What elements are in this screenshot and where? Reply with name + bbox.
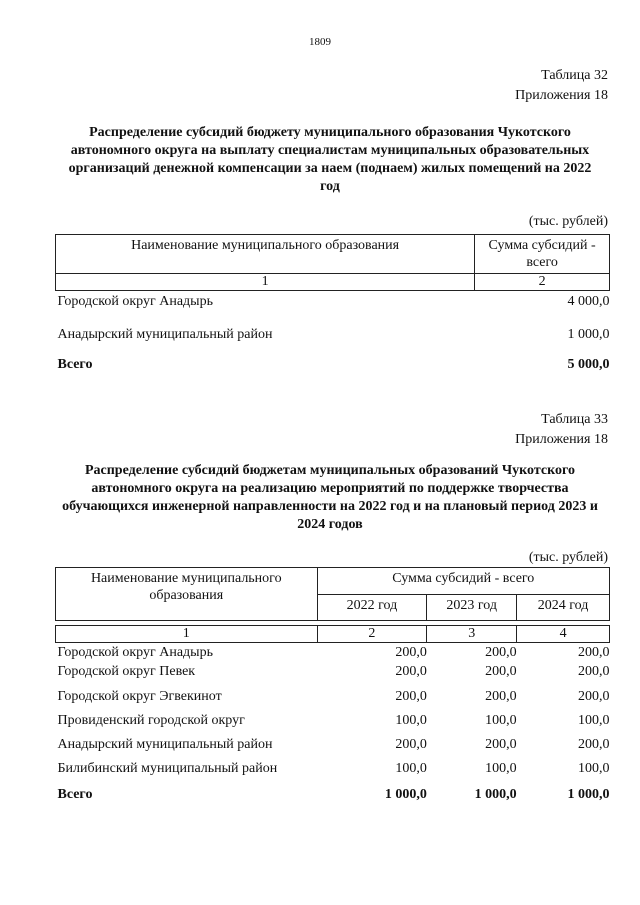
row-name: Городской округ Певек — [57, 664, 196, 679]
row-value-2022: 100,0 — [395, 713, 427, 728]
row-value: 4 000,0 — [567, 294, 610, 309]
row-name: Анадырский муниципальный район — [57, 737, 273, 752]
table-33-header-year: 2022 год — [317, 594, 427, 621]
total-value-2023: 1 000,0 — [474, 787, 517, 802]
table-32-number: Таблица 32 — [541, 68, 608, 83]
table-33-colnum: 1 — [56, 626, 318, 643]
row-name: Провиденский городской округ — [57, 713, 245, 728]
table-33-colnum: 2 — [317, 626, 427, 643]
table-row — [56, 291, 610, 322]
table-32-reference — [515, 66, 608, 106]
table-33-unit: (тыс. рублей) — [528, 550, 608, 565]
row-value-2022: 100,0 — [395, 761, 427, 776]
total-label: Всего — [57, 787, 93, 802]
row-value: 1 000,0 — [567, 327, 610, 342]
row-value-2023: 200,0 — [485, 689, 517, 704]
table-32-header-sum: Сумма субсидий - всего — [475, 235, 610, 274]
table-32-header-name: Наименование муниципального образования — [56, 235, 475, 274]
row-value-2024: 200,0 — [578, 689, 610, 704]
row-value-2023: 100,0 — [485, 713, 517, 728]
table-32-title: Распределение субсидий бюджету муниципального образования Чукотского автономного округа на выплату специалистам муниципальных образовательных организаций денежной компенсации за наем (поднаем) жилых помещений на 2022 год — [68, 125, 592, 194]
table-33-reference — [515, 410, 608, 450]
table-row — [56, 709, 610, 733]
row-name: Билибинский муниципальный район — [57, 761, 278, 776]
table-32-appendix: Приложения 18 — [515, 88, 608, 103]
row-name: Городской округ Анадырь — [57, 645, 213, 660]
table-33-appendix: Приложения 18 — [515, 432, 608, 447]
total-label: Всего — [57, 357, 93, 372]
table-32 — [55, 234, 610, 381]
table-32-unit: (тыс. рублей) — [528, 214, 608, 229]
table-row — [56, 781, 610, 809]
row-value-2024: 200,0 — [578, 645, 610, 660]
row-name: Городской округ Анадырь — [57, 294, 213, 309]
table-row — [56, 685, 610, 709]
total-value: 5 000,0 — [567, 357, 610, 372]
row-value-2022: 200,0 — [395, 664, 427, 679]
table-33 — [55, 567, 610, 809]
row-value-2022: 200,0 — [395, 689, 427, 704]
table-33-header-year: 2023 год — [427, 594, 517, 621]
table-33-colnum: 4 — [517, 626, 610, 643]
row-value-2023: 100,0 — [485, 761, 517, 776]
row-value-2024: 100,0 — [578, 761, 610, 776]
table-row — [56, 733, 610, 757]
table-33-header-year: 2024 год — [517, 594, 610, 621]
table-row — [56, 349, 610, 381]
row-value-2024: 100,0 — [578, 713, 610, 728]
page-number: 1809 — [309, 36, 331, 48]
row-value-2024: 200,0 — [578, 737, 610, 752]
table-32-colnum: 1 — [56, 274, 475, 291]
table-33-number: Таблица 33 — [541, 412, 608, 427]
row-value-2023: 200,0 — [485, 737, 517, 752]
row-name: Анадырский муниципальный район — [57, 327, 273, 342]
row-value-2023: 200,0 — [485, 645, 517, 660]
total-value-2022: 1 000,0 — [384, 787, 427, 802]
table-row — [56, 643, 610, 664]
row-value-2022: 200,0 — [395, 737, 427, 752]
table-32-colnum: 2 — [475, 274, 610, 291]
table-row — [56, 663, 610, 685]
total-value-2024: 1 000,0 — [567, 787, 610, 802]
table-33-colnum: 3 — [427, 626, 517, 643]
table-33-header-group: Сумма субсидий - всего — [317, 568, 609, 595]
row-name: Городской округ Эгвекинот — [57, 689, 222, 704]
row-value-2024: 200,0 — [578, 664, 610, 679]
table-row — [56, 757, 610, 781]
table-row — [56, 321, 610, 349]
table-33-header-name: Наименование муниципального образования — [56, 568, 318, 621]
row-value-2022: 200,0 — [395, 645, 427, 660]
row-value-2023: 200,0 — [485, 664, 517, 679]
table-33-title: Распределение субсидий бюджетам муниципальных образований Чукотского автономного округа на реализацию мероприятий по поддержке творчества обучающихся инженерной направленности на 2022 год и на плановый период 2023 и 2024 годов — [62, 463, 598, 532]
